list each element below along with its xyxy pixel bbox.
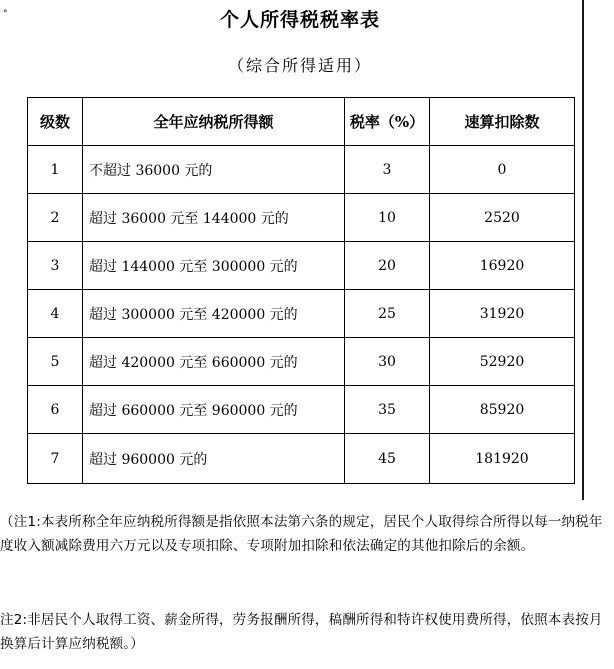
table-row — [28, 242, 575, 290]
tax-rate-table — [27, 97, 575, 484]
table-row — [28, 290, 575, 338]
footnote-2: 注2:非居民个人取得工资、薪金所得，劳务报酬所得，稿酬所得和特许权使用费所得，依照本表按月换算后计算应纳税额。） — [0, 612, 603, 652]
header-level: 级数 — [28, 98, 83, 146]
cell-income-range: 不超过 36000 元的 — [83, 146, 345, 194]
cell-income-range: 超过 420000 元至 660000 元的 — [83, 338, 345, 386]
cell-income-range: 超过 300000 元至 420000 元的 — [83, 290, 345, 338]
cell-quick-deduction: 16920 — [430, 242, 575, 290]
page-title: 个人所得税税率表 — [219, 9, 380, 31]
cell-level: 7 — [28, 434, 83, 484]
cell-level: 2 — [28, 194, 83, 242]
table-row — [28, 338, 575, 386]
cell-quick-deduction: 2520 — [430, 194, 575, 242]
cell-quick-deduction: 181920 — [430, 434, 575, 484]
cell-tax-rate: 30 — [345, 338, 430, 386]
cell-level: 5 — [28, 338, 83, 386]
corner-mark: ° — [3, 9, 8, 19]
cell-level: 3 — [28, 242, 83, 290]
table-row — [28, 386, 575, 434]
cell-tax-rate: 3 — [345, 146, 430, 194]
cell-level: 4 — [28, 290, 83, 338]
footnote-1: （注1:本表所称全年应纳税所得额是指依照本法第六条的规定，居民个人取得综合所得以每一纳税年度收入额减除费用六万元以及专项扣除、专项附加扣除和依法确定的其他扣除后的余额。 — [0, 514, 603, 554]
table-header-row — [28, 98, 575, 146]
cell-level: 1 — [28, 146, 83, 194]
cell-tax-rate: 25 — [345, 290, 430, 338]
table-row — [28, 434, 575, 484]
header-tax-rate: 税率（%） — [345, 98, 430, 146]
cell-tax-rate: 45 — [345, 434, 430, 484]
cell-quick-deduction: 85920 — [430, 386, 575, 434]
cell-level: 6 — [28, 386, 83, 434]
cell-income-range: 超过 660000 元至 960000 元的 — [83, 386, 345, 434]
cell-tax-rate: 10 — [345, 194, 430, 242]
cell-tax-rate: 35 — [345, 386, 430, 434]
page-subtitle: （综合所得适用） — [227, 56, 372, 75]
cell-income-range: 超过 36000 元至 144000 元的 — [83, 194, 345, 242]
cell-quick-deduction: 0 — [430, 146, 575, 194]
cell-quick-deduction: 31920 — [430, 290, 575, 338]
header-quick-deduction: 速算扣除数 — [430, 98, 575, 146]
cell-income-range: 超过 960000 元的 — [83, 434, 345, 484]
cell-quick-deduction: 52920 — [430, 338, 575, 386]
table-row — [28, 146, 575, 194]
table-row — [28, 194, 575, 242]
cell-income-range: 超过 144000 元至 300000 元的 — [83, 242, 345, 290]
cell-tax-rate: 20 — [345, 242, 430, 290]
header-income-range: 全年应纳税所得额 — [83, 98, 345, 146]
